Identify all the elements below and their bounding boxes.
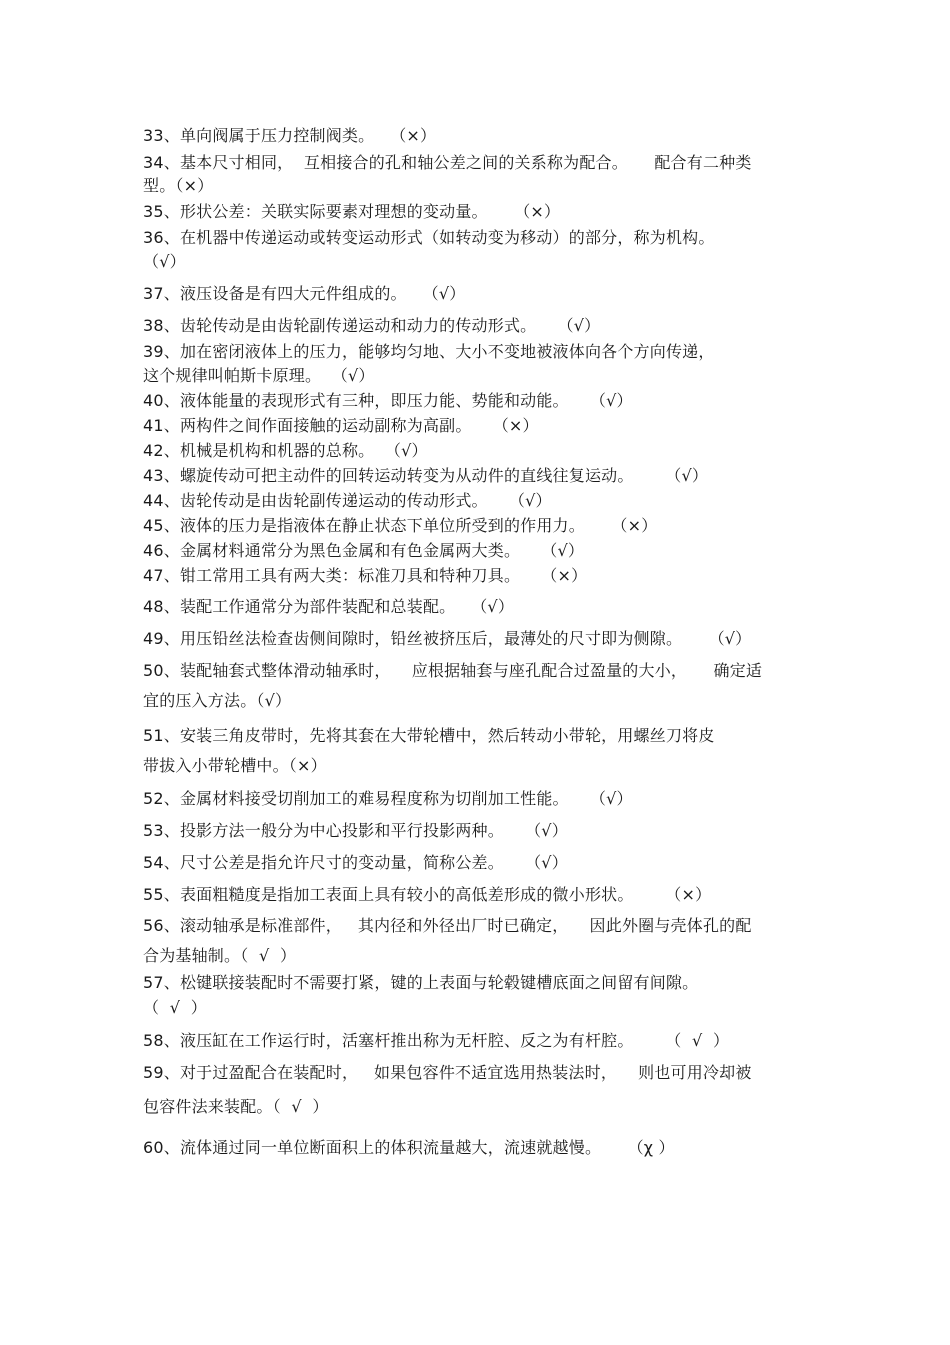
text-line: 47、钳工常用工具有两大类：标准刀具和特种刀具。 （×） — [143, 566, 588, 585]
text-line: 42、机械是机构和机器的总称。 （√） — [143, 441, 428, 460]
text-line: （√） — [143, 252, 186, 271]
text-line: 44、齿轮传动是由齿轮副传递运动的传动形式。 （√） — [143, 491, 552, 510]
text-line: 53、投影方法一般分为中心投影和平行投影两种。 （√） — [143, 821, 568, 840]
text-line: 38、齿轮传动是由齿轮副传递运动和动力的传动形式。 （√） — [143, 316, 601, 335]
text-line: 36、在机器中传递运动或转变运动形式（如转动变为移动）的部分，称为机构。 — [143, 228, 715, 247]
text-line: 37、液压设备是有四大元件组成的。 （√） — [143, 284, 466, 303]
text-line: 35、形状公差：关联实际要素对理想的变动量。 （×） — [143, 202, 561, 221]
text-line: 34、基本尺寸相同， 互相接合的孔和轴公差之间的关系称为配合。 配合有二种类 — [143, 153, 752, 172]
text-line: 型。（×） — [143, 176, 214, 195]
text-line: 39、加在密闭液体上的压力，能够均匀地、大小不变地被液体向各个方向传递， — [143, 342, 715, 361]
text-line: 宜的压入方法。（√） — [143, 691, 292, 710]
text-line: 46、金属材料通常分为黑色金属和有色金属两大类。 （√） — [143, 541, 585, 560]
text-line: 55、表面粗糙度是指加工表面上具有较小的高低差形成的微小形状。 （×） — [143, 885, 712, 904]
text-line: 58、液压缸在工作运行时，活塞杆推出称为无杆腔、反之为有杆腔。 （ √ ） — [143, 1031, 730, 1050]
text-line: 54、尺寸公差是指允许尺寸的变动量，简称公差。 （√） — [143, 853, 568, 872]
text-line: 包容件法来装配。（ √ ） — [143, 1097, 329, 1116]
text-line: 48、装配工作通常分为部件装配和总装配。 （√） — [143, 597, 515, 616]
text-line: 49、用压铅丝法检查齿侧间隙时，铅丝被挤压后，最薄处的尺寸即为侧隙。 （√） — [143, 629, 752, 648]
text-line: 33、单向阀属于压力控制阀类。 （×） — [143, 126, 437, 145]
text-line: 57、松键联接装配时不需要打紧，键的上表面与轮毂键槽底面之间留有间隙。 — [143, 973, 699, 992]
text-line: 合为基轴制。（ √ ） — [143, 946, 297, 965]
text-line: 50、装配轴套式整体滑动轴承时， 应根据轴套与座孔配合过盈量的大小， 确定适 — [143, 661, 763, 680]
text-line: 43、螺旋传动可把主动件的回转运动转变为从动件的直线往复运动。 （√） — [143, 466, 709, 485]
text-line: 40、液体能量的表现形式有三种，即压力能、势能和动能。 （√） — [143, 391, 633, 410]
text-line: 51、安装三角皮带时，先将其套在大带轮槽中，然后转动小带轮，用螺丝刀将皮 — [143, 726, 715, 745]
text-line: 这个规律叫帕斯卡原理。 （√） — [143, 366, 375, 385]
text-line: 60、流体通过同一单位断面积上的体积流量越大，流速就越慢。 （χ ） — [143, 1138, 675, 1157]
text-line: 45、液体的压力是指液体在静止状态下单位所受到的作用力。 （×） — [143, 516, 658, 535]
text-line: 52、金属材料接受切削加工的难易程度称为切削加工性能。 （√） — [143, 789, 633, 808]
text-line: 59、对于过盈配合在装配时， 如果包容件不适宜选用热装法时， 则也可用冷却被 — [143, 1063, 752, 1082]
text-line: （ √ ） — [143, 998, 207, 1017]
text-line: 带拔入小带轮槽中。（×） — [143, 756, 327, 775]
text-line: 56、滚动轴承是标准部件， 其内径和外径出厂时已确定， 因此外圈与壳体孔的配 — [143, 916, 752, 935]
text-line: 41、两构件之间作面接触的运动副称为高副。 （×） — [143, 416, 539, 435]
